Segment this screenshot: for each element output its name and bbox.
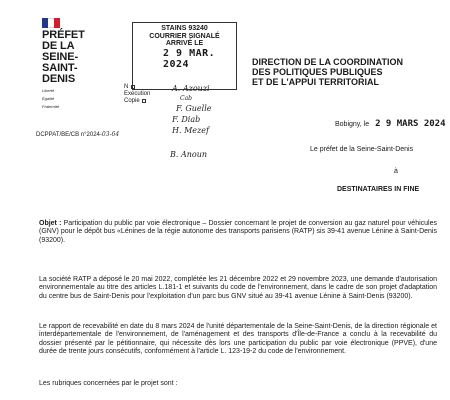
date-line (335, 119, 446, 129)
body-paragraph-2: Le rapport de recevabilité en date du 8 mars 2024 de l'unité départementale de la Seine-Saint-Denis, de la direction régionale et interdépartementale de l'environnement, de l'aménagement et des transports d'Île-de-France a conclu à la recevabilité du dossier présenté par le pétitionnaire, qui nécessite dès lors une participation du public par voie électronique (PPVE), d'une durée de trente jours consécutifs, conformément à l'article L. 123-19-2 du code de l'environnement. (39, 323, 437, 355)
objet-paragraph (39, 220, 437, 245)
sender-line: Le préfet de la Seine-Saint-Denis (310, 146, 414, 153)
handwritten-name-4: F. Diab (172, 115, 201, 124)
handwritten-name-1: A. Azouzi (172, 84, 210, 93)
direction-line-3: ET DE L'APPUI TERRITORIAL (252, 77, 379, 87)
date-value: 2 9 MARS 2024 (375, 119, 446, 129)
document-reference (36, 131, 119, 138)
reference-number: 03-64 (101, 131, 120, 138)
stamp-date: 2 9 MAR. 2024 (163, 48, 216, 70)
stamp-n-label: N (124, 84, 129, 90)
execution-checkbox (131, 85, 135, 89)
handwritten-name-2: Cab (180, 95, 193, 102)
logo-title-line-3: SAINT-DENIS (42, 62, 78, 85)
logo-title-line-2: DE LA SEINE- (42, 40, 79, 63)
recipients-line: DESTINATAIRES IN FINE (337, 186, 420, 193)
logo-motto-1: Liberté (42, 88, 55, 93)
logo-motto-3: Fraternité (42, 104, 60, 109)
stamp-execution-label: Exécution (124, 91, 151, 97)
body-paragraph-3: Les rubriques concernées par le projet sont : (39, 380, 178, 387)
stamp-line-2: COURRIER SIGNALÉ (149, 32, 220, 40)
handwritten-name-3: F. Guelle (176, 104, 212, 113)
objet-label: Objet : (39, 220, 62, 227)
direction-header (252, 57, 442, 87)
handwritten-name-5: H. Mezef (172, 126, 209, 135)
date-prefix: Bobigny, le (335, 121, 370, 128)
stamp-copie-label: Copie (124, 98, 140, 104)
logo-motto-2: Égalité (42, 96, 55, 101)
reference-prefix: DCPPAT/BE/CB n°2024- (36, 132, 102, 138)
body-paragraph-1: La société RATP a déposé le 20 mai 2022, complétée les 21 décembre 2022 et 29 novembre 2023, une demande d'autorisation environnementale au titre des articles L.181-1 et suivants du code de l'environnement, dans le cadre de son projet d'adaptation du centre bus de Saint-Denis pour l'exploitation d'un parc bus GNV situé au 39-41 avenue Lénine à Saint-Denis (93200). (39, 276, 437, 300)
a-preposition: à (394, 168, 398, 175)
direction-line-2: DES POLITIQUES PUBLIQUES (252, 67, 383, 77)
handwritten-name-6: B. Anoun (170, 150, 208, 159)
reception-stamp (132, 22, 237, 90)
prefecture-logo (42, 18, 102, 109)
objet-text: Participation du public par voie électronique – Dossier concernant le projet de conversion au gaz naturel pour véhicules (GNV) pour le dépôt bus «Lénines de la régie autonome des transports parisiens (RATP) sis 39-41 avenue Lénine à Saint-Denis (93200). (39, 220, 437, 244)
stamp-line-3: ARRIVÉ LE (165, 40, 204, 47)
copie-checkbox (142, 99, 146, 103)
logo-title-line-1: PRÉFET (42, 29, 85, 41)
stamp-line-1: STAINS 93240 (161, 25, 208, 32)
direction-line-1: DIRECTION DE LA COORDINATION (252, 57, 403, 67)
marianne-flag-icon (42, 18, 60, 28)
